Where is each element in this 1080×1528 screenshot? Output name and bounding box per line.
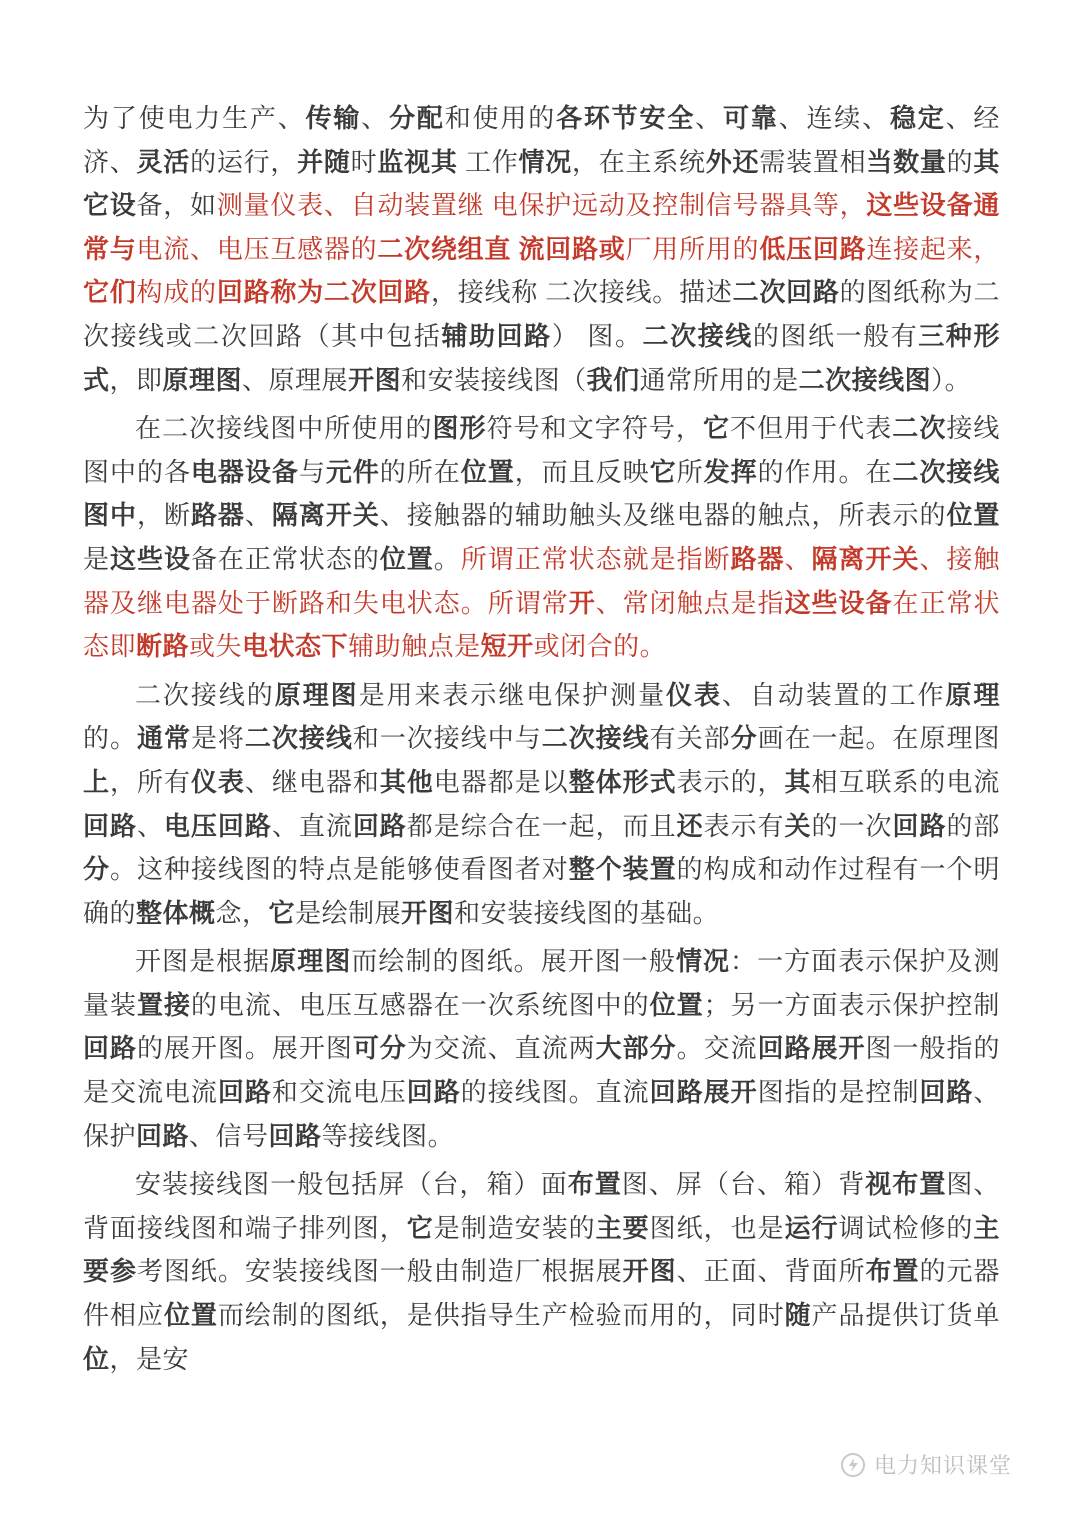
text-run: 灵活 [136, 147, 191, 177]
text-run: 的一次 [811, 811, 893, 841]
text-run: 通常所用的是 [639, 365, 799, 395]
text-run: 整个装置 [568, 855, 677, 885]
text-run: 自动装置继 电保护远动及控制信号器具等 [350, 191, 840, 221]
text-run: 路器 [190, 501, 245, 531]
text-run: 的展开图。展开图 [136, 1034, 353, 1064]
text-run: 连接起来， [866, 234, 1000, 264]
text-run: 并随 [297, 147, 351, 177]
text-run: ，在主系统 [572, 147, 706, 177]
text-run: 通常 [136, 724, 191, 754]
text-run: 它 [406, 1213, 434, 1243]
text-run: 。交流 [676, 1034, 758, 1064]
text-run: 二次接线图中 [83, 457, 1000, 531]
text-run: 布置 [567, 1170, 622, 1200]
text-run: 所谓正常状态就是指断 [460, 544, 731, 574]
text-run: 、保护 [83, 1078, 1000, 1151]
text-run: 、信号 [189, 1121, 269, 1151]
text-run: 为了使电力生产、 [83, 104, 306, 133]
text-run: 原理图 [162, 365, 243, 395]
text-run: 其 [784, 767, 812, 797]
text-run: 或 [598, 234, 626, 264]
text-run: ，而且反映 [514, 457, 650, 487]
text-run: 、接触器的辅助触头及继电器的触点，所表示的 [379, 501, 947, 531]
text-run: 隔离开关 [811, 544, 920, 574]
text-run: 的部 [946, 811, 1000, 841]
text-run: 视布置 [865, 1170, 947, 1200]
text-run: 它们 [83, 278, 137, 308]
text-run: 这些设备 [784, 588, 893, 618]
text-run: 可分 [352, 1034, 407, 1064]
watermark-logo-icon [840, 1452, 866, 1478]
text-run: 的元器件相应 [83, 1257, 1000, 1331]
text-run: 、经济、 [83, 104, 1000, 177]
text-run: 在正常状态即 [83, 588, 1000, 662]
text-run: 二次回路 [732, 278, 840, 308]
text-run: 是将 [190, 724, 245, 754]
text-run: 和使用的 [444, 104, 557, 133]
text-run: 主要 [595, 1213, 650, 1243]
text-run: 它 [649, 457, 677, 487]
text-run: 仪表 [666, 680, 722, 710]
text-run: 低压回路 [759, 234, 867, 264]
text-run: 辅助回路 [441, 321, 552, 351]
text-run: 大部分 [595, 1034, 677, 1064]
text-run: 、连续、 [778, 104, 890, 133]
text-run: 的构成和动作过程有一个明确的 [83, 855, 1000, 928]
text-run: 工作 [457, 147, 519, 177]
text-run: 分 [730, 724, 758, 754]
text-run: 其他 [379, 767, 434, 797]
paragraph [83, 1163, 1000, 1381]
text-run: 情况 [675, 947, 731, 977]
text-run: 运行 [784, 1213, 839, 1243]
text-run: 与 [298, 457, 326, 487]
text-run: 安装接线图一般包括屏（台，箱）面 [135, 1170, 568, 1200]
text-run: 测量仪表 [216, 191, 324, 221]
text-run: 它 [268, 898, 296, 928]
text-run: 二次接线图 [798, 365, 932, 395]
text-run: 二次接线 [244, 724, 353, 754]
text-run: 、 [695, 104, 723, 133]
text-run: 都是综合在一起，而且 [406, 811, 677, 841]
text-run: 电器都是以 [433, 767, 569, 797]
text-run: 和交流电压 [271, 1078, 407, 1108]
text-run: 回路展开 [649, 1078, 758, 1108]
text-run: 是制造安装的 [433, 1213, 596, 1243]
text-run: 或失 [189, 632, 243, 662]
text-run: 整体概 [136, 898, 216, 928]
text-run: 隔离开关 [271, 501, 380, 531]
text-run: 产品提供订货单 [811, 1301, 1000, 1331]
text-run: 监视其 [377, 147, 458, 177]
watermark-text: 电力知识课堂 [873, 1453, 1012, 1478]
text-run: 的 [946, 147, 974, 177]
text-run: 位置 [460, 457, 515, 487]
text-run: ，即 [109, 365, 163, 395]
text-run: 传输 [305, 104, 362, 133]
text-run: 还 [676, 811, 704, 841]
text-run: 图纸，也是 [649, 1213, 785, 1243]
text-run: 二次 [892, 414, 947, 444]
text-run: 位置 [379, 544, 434, 574]
text-run: 路器 [730, 544, 785, 574]
text-run: ：一方面表示保护及测量装 [83, 947, 1000, 1020]
text-run: 、 [361, 104, 390, 133]
text-run: 厂用所用的 [625, 234, 760, 264]
text-run: 备在正常状态的 [190, 544, 380, 574]
text-run: 而绘制的图纸。展开图一般 [351, 947, 676, 977]
text-run: 的图纸一般有 [752, 321, 919, 351]
text-run: 开 [568, 588, 596, 618]
text-run: 回路 [268, 1121, 322, 1151]
text-run: 我们 [586, 365, 640, 395]
text-run: 是绘制展 [295, 898, 402, 928]
text-run: 需装置相 [759, 147, 867, 177]
text-run: 上 [83, 767, 110, 797]
text-run: 原理 [945, 680, 1000, 710]
text-run: 等接线图。 [321, 1121, 455, 1151]
text-run: 原理图 [274, 680, 359, 710]
text-run: 的。 [83, 724, 137, 754]
text-run: 和一次接线中与 [352, 724, 542, 754]
text-run: 仪表 [190, 767, 245, 797]
text-run: 念， [215, 898, 269, 928]
text-run: 可靠 [722, 104, 779, 133]
text-run: 构成的 [136, 278, 217, 308]
text-run: 调试检修的 [838, 1213, 974, 1243]
text-run: 图形 [432, 414, 487, 444]
text-run: 图指的是控制 [757, 1078, 920, 1108]
text-run: 、 [784, 544, 812, 574]
text-run: 开图 [401, 898, 455, 928]
text-run: 电压回路 [163, 811, 272, 841]
text-run: 发挥 [703, 457, 758, 487]
text-run: 回路 [892, 811, 947, 841]
text-run: ）。 [931, 365, 972, 395]
text-run: 的作用。在 [757, 457, 893, 487]
text-run: 、 [244, 501, 272, 531]
text-run: 图、背面接线图和端子排列图， [83, 1170, 1000, 1243]
text-run: 时 [350, 147, 378, 177]
text-run: 电器设备 [190, 457, 299, 487]
text-run: ，断 [136, 501, 191, 531]
text-run: 断路 [136, 632, 190, 662]
text-run: 位置 [946, 501, 1000, 531]
text-run: 画在一起。在原理图 [757, 724, 1000, 754]
text-run: ，接线称 二次接线。描述 [430, 278, 733, 308]
text-run: 、 [136, 811, 164, 841]
text-run: 电状态下 [242, 632, 349, 662]
text-run: 、原理展 [242, 365, 349, 395]
text-run: 开图是根据 [135, 947, 271, 977]
text-run: 回路 [406, 1078, 461, 1108]
text-run: 、继电器和 [244, 767, 380, 797]
text-run: 相互联系的电流 [811, 767, 1000, 797]
text-run: 三种形式 [83, 321, 1000, 395]
text-run: 位 [83, 1344, 110, 1374]
text-run: 的电流、电压互感器在一次系统图中的 [190, 990, 650, 1020]
text-run: 。 [433, 544, 461, 574]
text-run: 回路 [83, 811, 137, 841]
text-run: 回路称为二次回路 [216, 278, 431, 308]
text-run: 情况 [518, 147, 572, 177]
text-run: 各环节安全 [556, 104, 696, 133]
text-run: 回路 [136, 1121, 190, 1151]
text-run: 的所在 [379, 457, 461, 487]
text-run: 它 [702, 414, 730, 444]
text-run: 分 [83, 855, 110, 885]
document-body [83, 97, 1000, 1386]
text-run: 这些设备 [866, 191, 974, 221]
text-run: 二次接线 [642, 321, 753, 351]
text-run: 、常闭触点是指 [595, 588, 785, 618]
text-run: 和安装接线图（ [401, 365, 587, 395]
text-run: 、 [323, 191, 351, 221]
text-run: ，是安 [109, 1344, 190, 1374]
text-run: 短开 [480, 632, 534, 662]
text-run: 稳定 [889, 104, 946, 133]
text-run: 图一般指的是交流电流 [83, 1034, 1000, 1108]
text-run: 表示有 [703, 811, 785, 841]
text-run: 布置 [865, 1257, 920, 1287]
text-run: 开图 [348, 365, 402, 395]
text-run: 回路 [919, 1078, 974, 1108]
text-run: 这些设 [109, 544, 191, 574]
text-run: 回路 [217, 1078, 272, 1108]
paragraph [83, 97, 1000, 402]
text-run: 整体形式 [568, 767, 677, 797]
text-run: 、直流 [271, 811, 353, 841]
text-run: 不但用于代表 [730, 414, 893, 444]
text-run: 或闭合的。 [533, 632, 667, 662]
text-run: 通常与 [83, 191, 1000, 264]
text-run: 二次接线 [541, 724, 650, 754]
text-run: 的运行， [190, 147, 298, 177]
text-run: 是 [83, 544, 110, 574]
text-run: 和安装接线图的基础。 [454, 898, 720, 928]
text-run: ， [839, 191, 867, 221]
text-run: 。这种接线图的特点是能够使看图者对 [109, 855, 569, 885]
text-run: 、自动装置的工作 [721, 680, 946, 710]
text-run: 位置 [163, 1301, 218, 1331]
text-run: 、接触器及继电器 [83, 544, 1000, 618]
paragraph [83, 674, 1000, 936]
paragraph [83, 940, 1000, 1158]
text-run: 当数量 [866, 147, 947, 177]
text-run: 的图纸称为二次接线或二次回路（其中包括 [83, 278, 1000, 351]
text-run: 备，如 [136, 191, 217, 221]
text-run: 关 [784, 811, 812, 841]
text-run: 置接 [136, 990, 191, 1020]
text-run: 二次绕组直 流回路 [377, 234, 599, 264]
text-run: 、正面、背面所 [676, 1257, 866, 1287]
text-run: 回路 [352, 811, 407, 841]
text-run: ，所有 [109, 767, 191, 797]
text-run: 回路 [83, 1034, 137, 1064]
text-run: 所 [676, 457, 704, 487]
text-run: 接线图中的各 [83, 414, 1000, 487]
text-run: 主要参 [83, 1213, 1000, 1287]
text-run: 的接线图。直流 [460, 1078, 650, 1108]
text-run: 有关部 [649, 724, 731, 754]
text-run: 元件 [325, 457, 380, 487]
text-run: 外还 [705, 147, 760, 177]
watermark [840, 1449, 1012, 1480]
text-run: 是用来表示继电保护测量 [358, 680, 667, 710]
text-run: 辅助触点是 [348, 632, 481, 662]
text-run: 位置 [649, 990, 704, 1020]
text-run: 原理图 [270, 947, 352, 977]
text-run: 其它设 [83, 147, 1000, 221]
text-run: 为交流、直流两 [406, 1034, 596, 1064]
text-run: ） 图。 [551, 321, 643, 351]
text-run: 图、屏（台、箱）背 [621, 1170, 866, 1200]
text-run: 符号和文字符号， [486, 414, 703, 444]
text-run: 分配 [389, 104, 445, 133]
text-run: 随 [784, 1301, 812, 1331]
text-run: 表示的， [676, 767, 785, 797]
text-run: ；另一方面表示保护控制 [703, 990, 1000, 1020]
text-run: 开图 [622, 1257, 677, 1287]
text-run: 在二次接线图中所使用的 [135, 414, 433, 444]
text-run: 二次接线的 [135, 680, 275, 710]
text-run: 电流、电压互感器的 [136, 234, 378, 264]
text-run: 处于断路和失电状态。所谓常 [217, 588, 569, 618]
paragraph [83, 407, 1000, 669]
text-run: 回路展开 [757, 1034, 866, 1064]
text-run: 而绘制的图纸，是供指导生产检验而用的，同时 [217, 1301, 785, 1331]
text-run: 考图纸。安装接线图一般由制造厂根据展 [136, 1257, 623, 1287]
